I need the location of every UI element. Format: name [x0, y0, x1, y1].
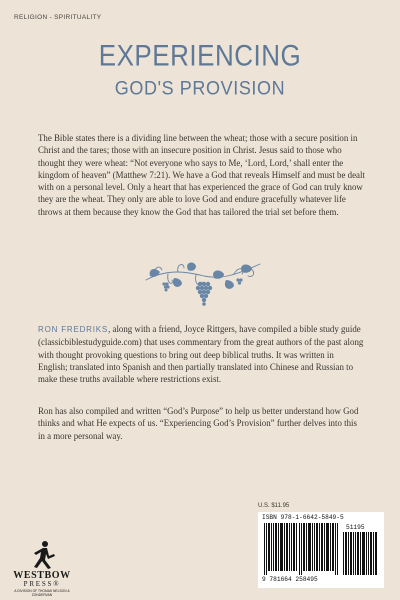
- book-category: RELIGION - SPIRITUALITY: [14, 14, 102, 21]
- price-addon-number: 51195: [346, 524, 365, 531]
- author-bio-paragraph: [38, 323, 365, 385]
- author-bio-text: , along with a friend, Joyce Rittgers, have compiled a bible study guide (classicbiblestudyguide.com) that uses commentary from the great authors of the past along with thought provoking questions to bring out deep biblical truths. It was written in English; translated into Spanish and then partially translated into Chinese and Russian to make these truths available where restrictions exist.: [38, 324, 364, 385]
- runner-figure-icon: [30, 540, 56, 570]
- ean-number: 9 781664 258495: [262, 576, 318, 583]
- author-name: RON FREDRIKS: [38, 325, 109, 334]
- other-works-paragraph: Ron has also compiled and written “God’s Purpose” to help us better understand how God thinks and what He expects of us. “Experiencing God’s Provision” further delves into this in a more personal way.: [38, 406, 359, 441]
- title-line-1: EXPERIENCING: [98, 37, 302, 73]
- synopsis-paragraph: The Bible states there is a dividing line between the wheat; those with a secure position in Christ and the tares; those with an insecure position in Christ. Jesus said to those who thought they were wheat: “Not everyone who says to Me, ‘Lord, Lord,’ shall enter the kingdom of heaven” (Matthew 7:21). We have a God that reveals Himself and must be dealt with on a personal level. Only a heart that has experienced the grace of God can truly know they are the wheat. They only are able to love God and endure gracefully whatever life throws at them because they know the God that has tailored the trial set before them.: [38, 133, 365, 217]
- isbn-number: ISBN 978-1-6642-5849-5: [262, 514, 344, 521]
- title-line-2: GOD'S PROVISION: [114, 77, 286, 99]
- price-label: U.S. $11.95: [258, 503, 290, 509]
- isbn-barcode: [258, 512, 384, 588]
- publisher-name: WESTBOW: [13, 570, 71, 581]
- grapevine-ornament: [138, 258, 268, 316]
- publisher-division: A DIVISION OF THOMAS NELSON & ZONDERVAN: [14, 589, 70, 597]
- publisher-press: PRESS®: [23, 580, 61, 588]
- price-addon-bars: [343, 532, 377, 575]
- ean-barcode-bars: [264, 523, 340, 575]
- book-title: [0, 37, 400, 99]
